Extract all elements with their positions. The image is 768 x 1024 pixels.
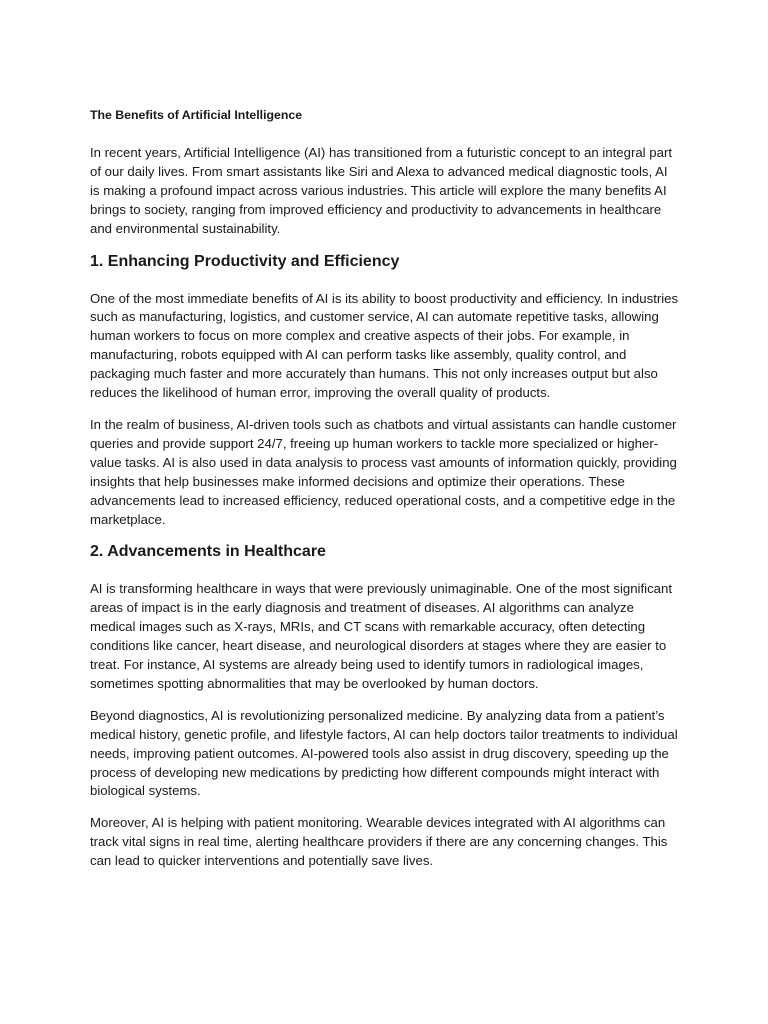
body-paragraph: In the realm of business, AI-driven tools such as chatbots and virtual assistants can handle customer queries and provide support 24/7, freeing up human workers to tackle more specialized or higher-value tasks. AI is also used in data analysis to process vast amounts of information quickly, providing insights that help businesses make informed decisions and optimize their operations. These advancements lead to increased efficiency, reduced operational costs, and a competitive edge in the marketplace. (90, 416, 677, 527)
document-page (90, 106, 680, 884)
document-title: The Benefits of Artificial Intelligence (90, 108, 303, 122)
section-heading: 1. Enhancing Productivity and Efficiency (90, 252, 400, 270)
body-paragraph: One of the most immediate benefits of AI is its ability to boost productivity and efficiency. In industries such as manufacturing, logistics, and customer service, AI can automate repetitive tasks, allowing human workers to focus on more complex and creative aspects of their jobs. For example, in manufacturing, robots equipped with AI can perform tasks like assembly, quality control, and packaging much faster and more accurately than humans. This not only increases output but also reduces the likelihood of human error, improving the overall quality of products. (90, 290, 679, 401)
intro-paragraph: In recent years, Artificial Intelligence (AI) has transitioned from a futuristic concept to an integral part of our daily lives. From smart assistants like Siri and Alexa to advanced medical diagnostic tools, AI is making a profound impact across various industries. This article will explore the many benefits AI brings to society, ranging from improved efficiency and productivity to advancements in healthcare and environmental sustainability. (90, 145, 672, 236)
section-heading: 2. Advancements in Healthcare (90, 543, 326, 561)
body-paragraph: AI is transforming healthcare in ways that were previously unimaginable. One of the most significant areas of impact is in the early diagnosis and treatment of diseases. AI algorithms can analyze medical images such as X-rays, MRIs, and CT scans with remarkable accuracy, often detecting conditions like cancer, heart disease, and neurological disorders at stages where they are easier to treat. For instance, AI systems are already being used to identify tumors in radiological images, sometimes spotting abnormalities that may be overlooked by human doctors. (90, 581, 673, 691)
section-productivity (90, 252, 680, 530)
section-healthcare (90, 542, 680, 871)
body-paragraph: Beyond diagnostics, AI is revolutionizing personalized medicine. By analyzing data from a patient’s medical history, genetic profile, and lifestyle factors, AI can help doctors tailor treatments to individual needs, improving patient outcomes. AI-powered tools also assist in drug discovery, speeding up the process of developing new medications by predicting how different compounds might interact with biological systems. (90, 707, 678, 799)
body-paragraph: Moreover, AI is helping with patient monitoring. Wearable devices integrated with AI algorithms can track vital signs in real time, alerting healthcare providers if there are any concerning changes. This can lead to quicker interventions and potentially save lives. (90, 815, 668, 869)
